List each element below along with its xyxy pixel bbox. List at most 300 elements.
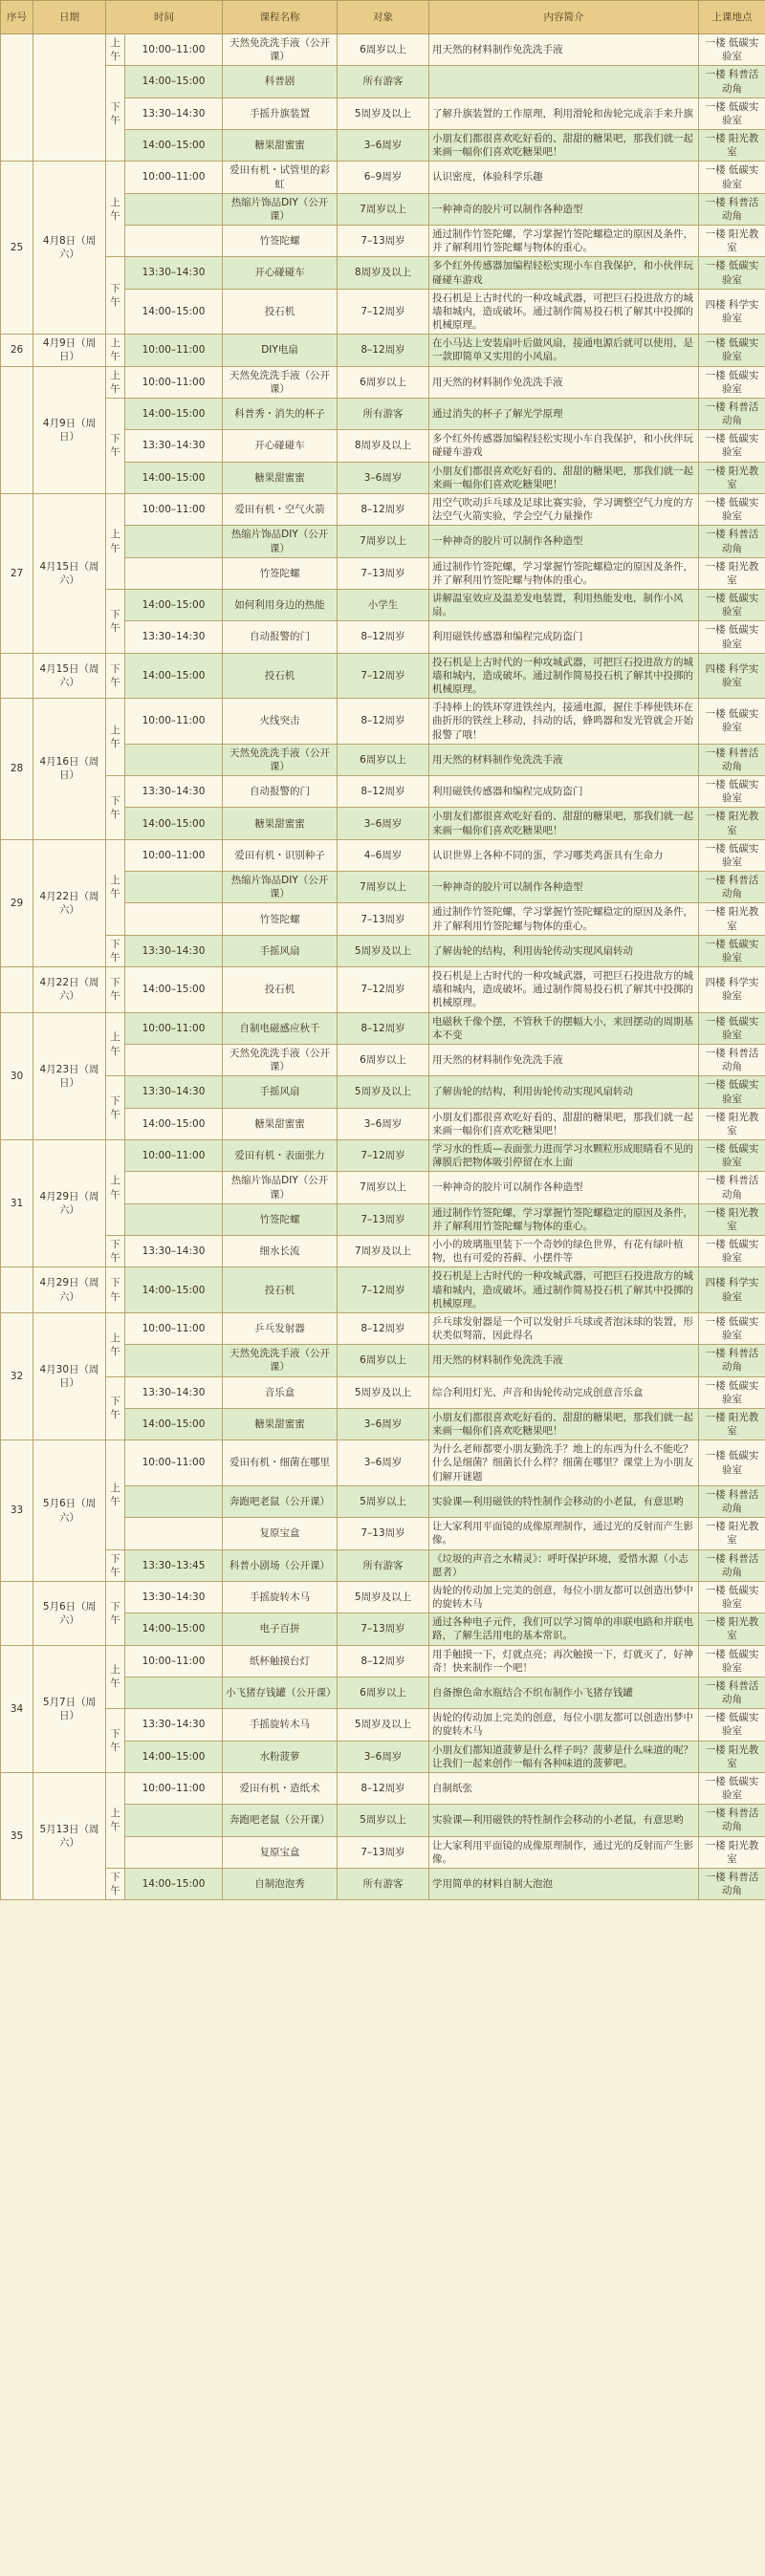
time-cell: 14:00–15:00 xyxy=(125,398,223,429)
course-intro-cell: 自制纸张 xyxy=(429,1772,699,1804)
target-audience-cell: 8周岁及以上 xyxy=(338,430,429,462)
table-row xyxy=(1,1581,765,1613)
header-course: 课程名称 xyxy=(223,1,338,34)
time-cell: 14:00–15:00 xyxy=(125,1108,223,1139)
target-audience-cell: 5周岁以上 xyxy=(338,1485,429,1517)
session-number: 28 xyxy=(1,699,33,840)
period-label: 下午 xyxy=(106,1076,125,1140)
period-label: 下午 xyxy=(106,935,125,966)
target-audience-cell: 所有游客 xyxy=(338,398,429,429)
location-cell: 一楼 阳光教室 xyxy=(699,1203,765,1235)
course-name-cell: 自动报警的门 xyxy=(223,776,338,808)
course-intro-cell: 一种神奇的胶片可以制作各种造型 xyxy=(429,872,699,903)
session-date: 4月29日（周六） xyxy=(33,1267,106,1313)
course-intro-cell: 通过制作竹签陀螺，学习掌握竹签陀螺稳定的原因及条件，并了解利用竹签陀螺与物体的重心。 xyxy=(429,1203,699,1235)
table-row xyxy=(1,1376,765,1408)
table-row xyxy=(1,1440,765,1486)
course-intro-cell: 认识密度，体验科学乐趣 xyxy=(429,162,699,193)
course-name-cell: 音乐盒 xyxy=(223,1376,338,1408)
target-audience-cell: 3–6周岁 xyxy=(338,130,429,162)
table-row xyxy=(1,34,765,66)
target-audience-cell: 5周岁及以上 xyxy=(338,1581,429,1613)
course-intro-cell: 通过消失的杯子了解光学原理 xyxy=(429,398,699,429)
location-cell: 一楼 低碳实验室 xyxy=(699,776,765,808)
table-row xyxy=(1,366,765,398)
session-number: 35 xyxy=(1,1772,33,1899)
location-cell: 一楼 低碳实验室 xyxy=(699,257,765,289)
session-date: 4月29日（周六） xyxy=(33,1140,106,1267)
location-cell: 一楼 科普活动角 xyxy=(699,744,765,775)
target-audience-cell: 7–13周岁 xyxy=(338,557,429,589)
course-name-cell: 糖果甜蜜蜜 xyxy=(223,1108,338,1139)
session-date: 4月23日（周日） xyxy=(33,1012,106,1139)
course-name-cell: 爱田有机・试管里的彩虹 xyxy=(223,162,338,193)
target-audience-cell: 6–9周岁 xyxy=(338,162,429,193)
course-intro-cell: 齿轮的传动加上完美的创意，每位小朋友都可以创造出梦中的旋转木马 xyxy=(429,1709,699,1741)
course-intro-cell: 小小的玻璃瓶里装下一个奇妙的绿色世界，有花有绿叶植物，也有可爱的苔藓、小摆件等 xyxy=(429,1236,699,1267)
location-cell: 一楼 科普活动角 xyxy=(699,872,765,903)
target-audience-cell: 7周岁以上 xyxy=(338,1172,429,1203)
course-intro-cell: 一种神奇的胶片可以制作各种造型 xyxy=(429,193,699,225)
location-cell: 一楼 低碳实验室 xyxy=(699,1140,765,1172)
course-intro-cell: 综合利用灯光、声音和齿轮传动完成创意音乐盒 xyxy=(429,1376,699,1408)
time-cell: 14:00–15:00 xyxy=(125,1741,223,1772)
location-cell: 一楼 阳光教室 xyxy=(699,462,765,493)
time-cell xyxy=(125,557,223,589)
course-name-cell: 奔跑吧老鼠（公开课） xyxy=(223,1485,338,1517)
target-audience-cell: 3–6周岁 xyxy=(338,1108,429,1139)
course-name-cell: 细水长流 xyxy=(223,1236,338,1267)
location-cell: 一楼 科普活动角 xyxy=(699,1485,765,1517)
session-date: 5月6日（周六） xyxy=(33,1581,106,1645)
session-number xyxy=(1,1267,33,1313)
course-intro-cell: 投石机是上古时代的一种攻城武器，可把巨石投进敌方的城墙和城内，造成破坏。通过制作简易投石机了解其中投掷的机械原理。 xyxy=(429,653,699,699)
session-date: 4月15日（周六） xyxy=(33,493,106,653)
course-intro-cell: 齿轮的传动加上完美的创意，每位小朋友都可以创造出梦中的旋转木马 xyxy=(429,1581,699,1613)
period-label: 上午 xyxy=(106,1312,125,1376)
location-cell: 一楼 低碳实验室 xyxy=(699,1581,765,1613)
course-intro-cell: 小朋友们都很喜欢吃好看的、甜甜的糖果吧，那我们就一起来画一幅你们喜欢吃糖果吧！ xyxy=(429,462,699,493)
time-cell xyxy=(125,903,223,935)
course-name-cell: 手摇旋转木马 xyxy=(223,1709,338,1741)
table-row xyxy=(1,839,765,871)
time-cell: 10:00–11:00 xyxy=(125,366,223,398)
location-cell: 一楼 科普活动角 xyxy=(699,1805,765,1836)
session-date: 4月8日（周六） xyxy=(33,162,106,335)
course-intro-cell: 通过制作竹签陀螺，学习掌握竹签陀螺稳定的原因及条件，并了解利用竹签陀螺与物体的重心。 xyxy=(429,226,699,257)
period-label: 上午 xyxy=(106,1440,125,1549)
location-cell: 一楼 低碳实验室 xyxy=(699,1012,765,1044)
course-intro-cell: 小朋友们都很喜欢吃好看的、甜甜的糖果吧，那我们就一起来画一幅你们喜欢吃糖果吧！ xyxy=(429,1108,699,1139)
course-intro-cell: 让大家利用平面镜的成像原理制作，通过光的反射而产生影像。 xyxy=(429,1518,699,1549)
header-location: 上课地点 xyxy=(699,1,765,34)
course-name-cell: 投石机 xyxy=(223,1267,338,1313)
target-audience-cell: 7–13周岁 xyxy=(338,1836,429,1868)
table-row xyxy=(1,1140,765,1172)
location-cell: 一楼 科普活动角 xyxy=(699,1045,765,1076)
location-cell: 四楼 科学实验室 xyxy=(699,967,765,1013)
course-intro-cell: 小朋友们都很喜欢吃好看的、甜甜的糖果吧，那我们就一起来画一幅你们喜欢吃糖果吧！ xyxy=(429,1408,699,1440)
target-audience-cell: 7–13周岁 xyxy=(338,903,429,935)
course-intro-cell: 用天然的材料制作免洗洗手液 xyxy=(429,1345,699,1376)
location-cell: 一楼 阳光教室 xyxy=(699,1836,765,1868)
course-intro-cell xyxy=(429,66,699,97)
header-target: 对象 xyxy=(338,1,429,34)
course-intro-cell: 用天然的材料制作免洗洗手液 xyxy=(429,744,699,775)
course-name-cell: 热缩片饰品DIY（公开课） xyxy=(223,526,338,557)
location-cell: 一楼 低碳实验室 xyxy=(699,1236,765,1267)
course-name-cell: 投石机 xyxy=(223,653,338,699)
time-cell: 14:00–15:00 xyxy=(125,1267,223,1313)
table-header-row xyxy=(1,1,765,34)
course-intro-cell: 认识世界上各种不同的蛋，学习哪类鸡蛋具有生命力 xyxy=(429,839,699,871)
time-cell xyxy=(125,1805,223,1836)
course-name-cell: 糖果甜蜜蜜 xyxy=(223,808,338,839)
period-label: 下午 xyxy=(106,1236,125,1267)
course-name-cell: 手摇旋转木马 xyxy=(223,1581,338,1613)
location-cell: 一楼 低碳实验室 xyxy=(699,839,765,871)
session-date: 4月15日（周六） xyxy=(33,653,106,699)
time-cell xyxy=(125,1203,223,1235)
period-label: 上午 xyxy=(106,1140,125,1236)
session-date xyxy=(33,34,106,162)
course-name-cell: 竹签陀螺 xyxy=(223,226,338,257)
target-audience-cell: 5周岁及以上 xyxy=(338,97,429,129)
course-name-cell: 科普秀・消失的杯子 xyxy=(223,398,338,429)
table-row xyxy=(1,1012,765,1044)
location-cell: 一楼 低碳实验室 xyxy=(699,1440,765,1486)
location-cell: 一楼 科普活动角 xyxy=(699,526,765,557)
course-name-cell: 爱田有机・空气火箭 xyxy=(223,493,338,525)
session-number: 32 xyxy=(1,1312,33,1440)
session-number xyxy=(1,967,33,1013)
time-cell: 14:00–15:00 xyxy=(125,653,223,699)
table-row xyxy=(1,1868,765,1899)
target-audience-cell: 7周岁及以上 xyxy=(338,1236,429,1267)
table-row xyxy=(1,1772,765,1804)
course-name-cell: 自制电磁感应秋千 xyxy=(223,1012,338,1044)
period-label: 上午 xyxy=(106,162,125,257)
course-name-cell: 热缩片饰品DIY（公开课） xyxy=(223,1172,338,1203)
course-intro-cell: 投石机是上古时代的一种攻城武器，可把巨石投进敌方的城墙和城内，造成破坏。通过制作简易投石机了解其中投掷的机械原理。 xyxy=(429,1267,699,1313)
session-number: 33 xyxy=(1,1440,33,1582)
time-cell: 10:00–11:00 xyxy=(125,162,223,193)
course-name-cell: 投石机 xyxy=(223,967,338,1013)
session-date: 4月9日（周日） xyxy=(33,335,106,366)
table-row xyxy=(1,590,765,621)
table-row xyxy=(1,653,765,699)
course-intro-cell: 小朋友们都很喜欢吃好看的、甜甜的糖果吧，那我们就一起来画一幅你们喜欢吃糖果吧！ xyxy=(429,130,699,162)
session-number: 26 xyxy=(1,335,33,366)
time-cell: 10:00–11:00 xyxy=(125,1140,223,1172)
course-intro-cell: 通过制作竹签陀螺，学习掌握竹签陀螺稳定的原因及条件，并了解利用竹签陀螺与物体的重心。 xyxy=(429,557,699,589)
course-intro-cell: 了解升旗装置的工作原理，利用滑轮和齿轮完成亲手来升旗 xyxy=(429,97,699,129)
period-label: 上午 xyxy=(106,839,125,935)
course-name-cell: 热缩片饰品DIY（公开课） xyxy=(223,872,338,903)
location-cell: 一楼 科普活动角 xyxy=(699,1868,765,1899)
course-name-cell: 乒乓发射器 xyxy=(223,1312,338,1344)
course-name-cell: 如何利用身边的热能 xyxy=(223,590,338,621)
course-intro-cell: 一种神奇的胶片可以制作各种造型 xyxy=(429,526,699,557)
course-intro-cell: 投石机是上古时代的一种攻城武器，可把巨石投进敌方的城墙和城内，造成破坏。通过制作简易投石机了解其中投掷的机械原理。 xyxy=(429,289,699,335)
location-cell: 一楼 科普活动角 xyxy=(699,66,765,97)
course-name-cell: 爱田有机・细菌在哪里 xyxy=(223,1440,338,1486)
location-cell: 一楼 低碳实验室 xyxy=(699,935,765,966)
time-cell xyxy=(125,193,223,225)
time-cell xyxy=(125,1172,223,1203)
target-audience-cell: 8–12周岁 xyxy=(338,1772,429,1804)
course-name-cell: 科普剧 xyxy=(223,66,338,97)
time-cell xyxy=(125,744,223,775)
table-row xyxy=(1,66,765,97)
course-intro-cell: 用天然的材料制作免洗洗手液 xyxy=(429,366,699,398)
time-cell: 14:00–15:00 xyxy=(125,289,223,335)
table-row xyxy=(1,776,765,808)
target-audience-cell: 5周岁以上 xyxy=(338,1805,429,1836)
table-row xyxy=(1,1076,765,1108)
table-row xyxy=(1,1645,765,1677)
time-cell: 13:30–14:30 xyxy=(125,1076,223,1108)
location-cell: 一楼 低碳实验室 xyxy=(699,1709,765,1741)
course-intro-cell: 了解齿轮的结构，利用齿轮传动实现风扇转动 xyxy=(429,935,699,966)
course-name-cell: 竹签陀螺 xyxy=(223,557,338,589)
period-label: 下午 xyxy=(106,1376,125,1440)
table-row xyxy=(1,1236,765,1267)
table-row xyxy=(1,257,765,289)
target-audience-cell: 7周岁以上 xyxy=(338,872,429,903)
time-cell: 13:30–14:30 xyxy=(125,776,223,808)
target-audience-cell: 7–12周岁 xyxy=(338,967,429,1013)
location-cell: 一楼 低碳实验室 xyxy=(699,34,765,66)
session-date: 5月7日（周日） xyxy=(33,1645,106,1772)
time-cell: 13:30–14:30 xyxy=(125,1709,223,1741)
target-audience-cell: 8–12周岁 xyxy=(338,621,429,653)
time-cell: 14:00–15:00 xyxy=(125,808,223,839)
course-name-cell: 手摇风扇 xyxy=(223,935,338,966)
period-label: 上午 xyxy=(106,34,125,66)
session-date: 4月22日（周六） xyxy=(33,839,106,966)
location-cell: 一楼 低碳实验室 xyxy=(699,1772,765,1804)
location-cell: 一楼 阳光教室 xyxy=(699,1741,765,1772)
session-date: 5月13日（周六） xyxy=(33,1772,106,1899)
course-name-cell: 自制泡泡秀 xyxy=(223,1868,338,1899)
target-audience-cell: 小学生 xyxy=(338,590,429,621)
time-cell xyxy=(125,1345,223,1376)
period-label: 下午 xyxy=(106,1267,125,1313)
location-cell: 一楼 低碳实验室 xyxy=(699,621,765,653)
session-number: 30 xyxy=(1,1012,33,1139)
target-audience-cell: 8–12周岁 xyxy=(338,1312,429,1344)
time-cell xyxy=(125,526,223,557)
session-date: 4月22日（周六） xyxy=(33,967,106,1013)
location-cell: 四楼 科学实验室 xyxy=(699,1267,765,1313)
location-cell: 一楼 低碳实验室 xyxy=(699,590,765,621)
target-audience-cell: 7–13周岁 xyxy=(338,1613,429,1645)
period-label: 上午 xyxy=(106,493,125,589)
course-name-cell: 爱田有机・识别种子 xyxy=(223,839,338,871)
time-cell: 10:00–11:00 xyxy=(125,1440,223,1486)
course-intro-cell: 小朋友们都知道菠萝是什么样子吗？菠萝是什么味道的呢？让我们一起来创作一幅有各种味道的菠萝吧。 xyxy=(429,1741,699,1772)
period-label: 下午 xyxy=(106,1868,125,1899)
time-cell xyxy=(125,1518,223,1549)
location-cell: 一楼 低碳实验室 xyxy=(699,97,765,129)
session-number: 29 xyxy=(1,839,33,966)
course-intro-cell: 讲解温室效应及温差发电装置，利用热能发电，制作小风扇。 xyxy=(429,590,699,621)
target-audience-cell: 3–6周岁 xyxy=(338,462,429,493)
course-intro-cell: 学习水的性质—表面张力进而学习水颗粒形成眼睛看不见的薄膜后把物体吸引停留在水上面 xyxy=(429,1140,699,1172)
course-intro-cell: 电磁秋千像个摆，不管秋千的摆幅大小，来回摆动的周期基本不变 xyxy=(429,1012,699,1044)
location-cell: 一楼 低碳实验室 xyxy=(699,1076,765,1108)
course-name-cell: 天然免洗洗手液（公开课） xyxy=(223,366,338,398)
time-cell: 14:00–15:00 xyxy=(125,462,223,493)
period-label: 下午 xyxy=(106,776,125,840)
time-cell: 13:30–14:30 xyxy=(125,1581,223,1613)
header-time: 时间 xyxy=(106,1,223,34)
time-cell: 14:00–15:00 xyxy=(125,66,223,97)
course-name-cell: 手摇风扇 xyxy=(223,1076,338,1108)
course-intro-cell: 让大家利用平面镜的成像原理制作，通过光的反射而产生影像。 xyxy=(429,1836,699,1868)
location-cell: 一楼 阳光教室 xyxy=(699,1408,765,1440)
location-cell: 一楼 阳光教室 xyxy=(699,903,765,935)
target-audience-cell: 6周岁以上 xyxy=(338,1677,429,1708)
course-intro-cell: 自备擦色命水瓶结合不织布制作小飞猪存钱罐 xyxy=(429,1677,699,1708)
session-number: 27 xyxy=(1,493,33,653)
period-label: 下午 xyxy=(106,1549,125,1581)
target-audience-cell: 5周岁及以上 xyxy=(338,935,429,966)
target-audience-cell: 6周岁以上 xyxy=(338,1345,429,1376)
location-cell: 一楼 科普活动角 xyxy=(699,1172,765,1203)
course-intro-cell: 学用简单的材料自制大泡泡 xyxy=(429,1868,699,1899)
target-audience-cell: 5周岁及以上 xyxy=(338,1076,429,1108)
location-cell: 四楼 科学实验室 xyxy=(699,653,765,699)
target-audience-cell: 5周岁及以上 xyxy=(338,1709,429,1741)
time-cell xyxy=(125,1836,223,1868)
time-cell: 13:30–14:30 xyxy=(125,97,223,129)
target-audience-cell: 3–6周岁 xyxy=(338,808,429,839)
course-intro-cell: 多个红外传感器加编程轻松实现小车自我保护，和小伙伴玩碰碰车游戏 xyxy=(429,430,699,462)
location-cell: 一楼 阳光教室 xyxy=(699,1613,765,1645)
course-name-cell: 糖果甜蜜蜜 xyxy=(223,130,338,162)
time-cell: 14:00–15:00 xyxy=(125,1408,223,1440)
session-number xyxy=(1,653,33,699)
time-cell: 13:30–13:45 xyxy=(125,1549,223,1581)
time-cell: 10:00–11:00 xyxy=(125,1772,223,1804)
course-name-cell: 爱田有机・造纸术 xyxy=(223,1772,338,1804)
location-cell: 一楼 阳光教室 xyxy=(699,808,765,839)
location-cell: 一楼 科普活动角 xyxy=(699,1677,765,1708)
table-row xyxy=(1,1709,765,1741)
time-cell: 14:00–15:00 xyxy=(125,1868,223,1899)
time-cell: 10:00–11:00 xyxy=(125,839,223,871)
target-audience-cell: 7–12周岁 xyxy=(338,1140,429,1172)
target-audience-cell: 7–13周岁 xyxy=(338,1203,429,1235)
table-row xyxy=(1,162,765,193)
location-cell: 一楼 科普活动角 xyxy=(699,398,765,429)
period-label: 下午 xyxy=(106,1709,125,1773)
course-name-cell: 电子百拼 xyxy=(223,1613,338,1645)
time-cell: 14:00–15:00 xyxy=(125,1613,223,1645)
table-row xyxy=(1,493,765,525)
period-label: 上午 xyxy=(106,1772,125,1868)
course-intro-cell: 利用磁铁传感器和编程完成防盗门 xyxy=(429,776,699,808)
course-intro-cell: 投石机是上古时代的一种攻城武器，可把巨石投进敌方的城墙和城内，造成破坏。通过制作简易投石机了解其中投掷的机械原理。 xyxy=(429,967,699,1013)
course-intro-cell: 为什么老师都要小朋友勤洗手？地上的东西为什么不能吃？什么是细菌？细菌长什么样？细菌在哪里？课堂上为小朋友们解开谜题 xyxy=(429,1440,699,1486)
target-audience-cell: 7周岁以上 xyxy=(338,193,429,225)
location-cell: 四楼 科学实验室 xyxy=(699,289,765,335)
table-row xyxy=(1,1267,765,1313)
location-cell: 一楼 低碳实验室 xyxy=(699,430,765,462)
target-audience-cell: 7–13周岁 xyxy=(338,1518,429,1549)
target-audience-cell: 5周岁及以上 xyxy=(338,1376,429,1408)
target-audience-cell: 所有游客 xyxy=(338,1868,429,1899)
course-name-cell: 投石机 xyxy=(223,289,338,335)
schedule-body xyxy=(1,34,765,1900)
target-audience-cell: 8–12周岁 xyxy=(338,776,429,808)
time-cell: 14:00–15:00 xyxy=(125,590,223,621)
period-label: 下午 xyxy=(106,257,125,335)
target-audience-cell: 7周岁以上 xyxy=(338,526,429,557)
course-name-cell: 火线突击 xyxy=(223,699,338,745)
table-row xyxy=(1,1312,765,1344)
time-cell: 14:00–15:00 xyxy=(125,130,223,162)
course-intro-cell: 一种神奇的胶片可以制作各种造型 xyxy=(429,1172,699,1203)
course-intro-cell: 乒乓球发射器是一个可以发射乒乓球或者泡沫球的装置，形状类似弩箭，因此得名 xyxy=(429,1312,699,1344)
location-cell: 一楼 阳光教室 xyxy=(699,1518,765,1549)
course-name-cell: 小飞猪存钱罐（公开课） xyxy=(223,1677,338,1708)
target-audience-cell: 7–13周岁 xyxy=(338,226,429,257)
session-date: 4月9日（周日） xyxy=(33,366,106,493)
period-label: 下午 xyxy=(106,653,125,699)
course-name-cell: 纸杯触摸台灯 xyxy=(223,1645,338,1677)
target-audience-cell: 7–12周岁 xyxy=(338,289,429,335)
course-name-cell: 爱田有机・表面张力 xyxy=(223,1140,338,1172)
course-intro-cell: 用手触摸一下，灯就点亮；再次触摸一下，灯就灭了，好神奇！快来制作一个吧！ xyxy=(429,1645,699,1677)
location-cell: 一楼 低碳实验室 xyxy=(699,493,765,525)
location-cell: 一楼 低碳实验室 xyxy=(699,1312,765,1344)
target-audience-cell: 3–6周岁 xyxy=(338,1408,429,1440)
target-audience-cell: 6周岁以上 xyxy=(338,34,429,66)
time-cell: 13:30–14:30 xyxy=(125,1236,223,1267)
time-cell: 10:00–11:00 xyxy=(125,1645,223,1677)
course-name-cell: DIY电扇 xyxy=(223,335,338,366)
time-cell: 13:30–14:30 xyxy=(125,1376,223,1408)
time-cell: 10:00–11:00 xyxy=(125,34,223,66)
period-label: 上午 xyxy=(106,1012,125,1076)
course-intro-cell: 多个红外传感器加编程轻松实现小车自我保护，和小伙伴玩碰碰车游戏 xyxy=(429,257,699,289)
period-label: 下午 xyxy=(106,1581,125,1645)
location-cell: 一楼 科普活动角 xyxy=(699,1549,765,1581)
location-cell: 一楼 阳光教室 xyxy=(699,130,765,162)
time-cell xyxy=(125,872,223,903)
location-cell: 一楼 阳光教室 xyxy=(699,1108,765,1139)
session-number xyxy=(1,34,33,162)
session-date: 4月30日（周日） xyxy=(33,1312,106,1440)
session-number: 25 xyxy=(1,162,33,335)
time-cell xyxy=(125,1677,223,1708)
course-name-cell: 竹签陀螺 xyxy=(223,1203,338,1235)
session-number: 34 xyxy=(1,1645,33,1772)
session-number xyxy=(1,1581,33,1645)
target-audience-cell: 8–12周岁 xyxy=(338,1012,429,1044)
course-name-cell: 开心碰碰车 xyxy=(223,257,338,289)
course-name-cell: 天然免洗洗手液（公开课） xyxy=(223,1045,338,1076)
target-audience-cell: 所有游客 xyxy=(338,1549,429,1581)
course-intro-cell: 实验课—利用磁铁的特性制作会移动的小老鼠，有意思哟 xyxy=(429,1485,699,1517)
course-name-cell: 糖果甜蜜蜜 xyxy=(223,1408,338,1440)
course-intro-cell: 用天然的材料制作免洗洗手液 xyxy=(429,1045,699,1076)
period-label: 下午 xyxy=(106,967,125,1013)
table-row xyxy=(1,699,765,745)
